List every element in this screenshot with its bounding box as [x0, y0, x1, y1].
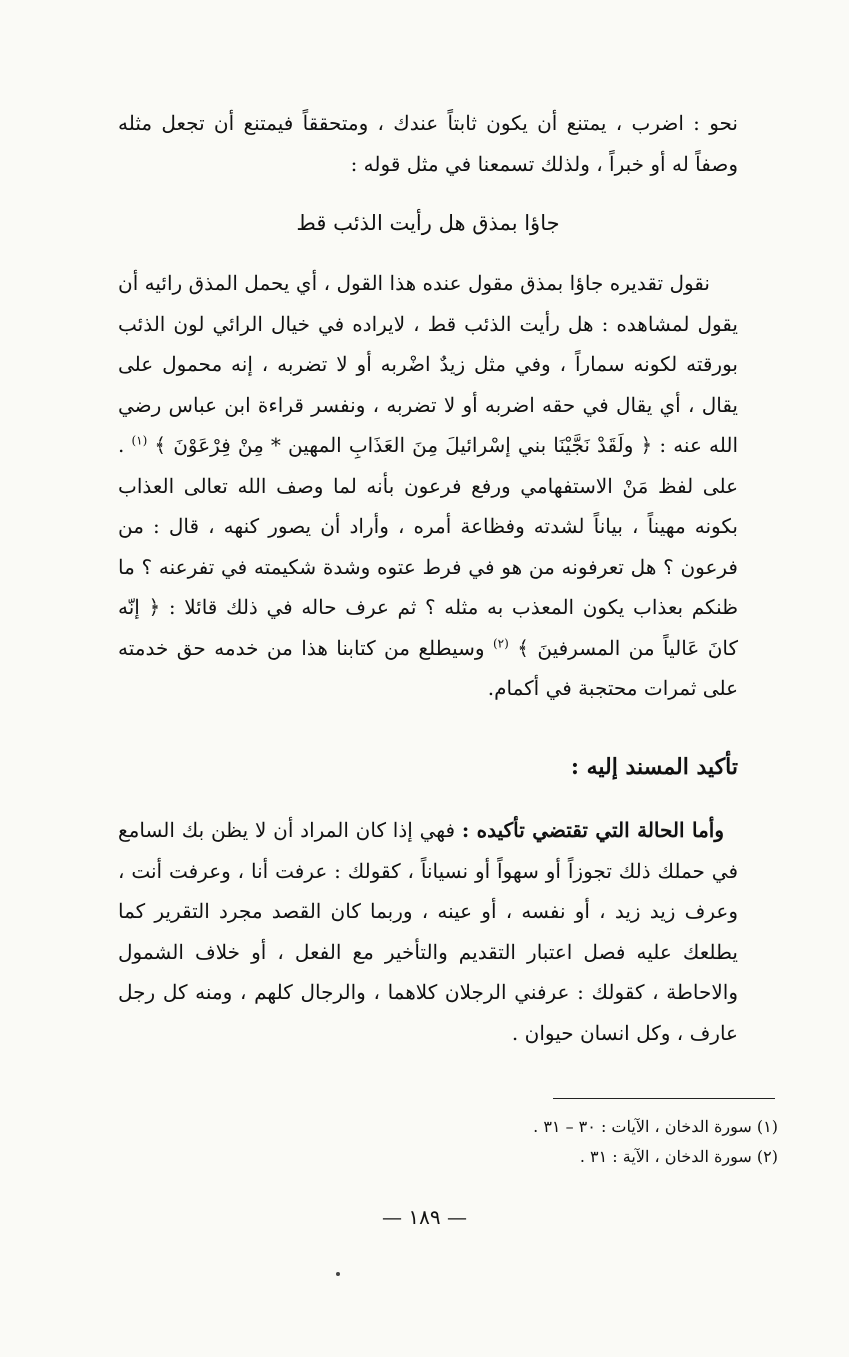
footnotes: [118, 1112, 778, 1172]
section-heading: تأكيد المسند إليه :: [570, 754, 738, 780]
paragraph-explanation: [118, 263, 738, 709]
footnote-ref-2: (٢): [492, 635, 509, 650]
poetry-verse: جاؤا بمذق هل رأيت الذئب قط: [296, 211, 560, 235]
paragraph-emphasis: [118, 810, 738, 1053]
paragraph-explanation-text-3: وسيطلع من كتابنا هذا من خدمه حق خدمته على ثمرات محتجبة في أكمام.: [118, 635, 738, 700]
footnote-2: (٢) سورة الدخان ، الآية : ٣١ .: [579, 1147, 778, 1166]
paragraph-emphasis-text: فهي إذا كان المراد أن لا يظن بك السامع في حملك ذلك تجوزاً أو سهواً أو نسياناً ، كقولك : عرفت أنا ، وعرفت أنت ، وعرف زيد زيد ، أو نفسه ، أو عينه ، وربما كان القصد مجرد التقرير كما يطلعك عليه فصل اعتبار التقديم والتأخير مع الفعل ، أو خلاف الشمول والاحاطة ، كقولك : عرفني الرجلان كلاهما ، والرجال كلهم ، ومنه كل رجل عارف ، وكل انسان حيوان .: [118, 818, 738, 1045]
footnote-ref-1: (١): [131, 433, 148, 448]
paragraph-explanation-text-1: نقول تقديره جاؤا بمذق مقول عنده هذا القول ، أي يحمل المذق رائيه أن يقول لمشاهده : هل رأيت الذئب قط ، لايراده في خيال الرائي لون الذئب بورقته لكونه سماراً ، وفي مثل زيدٌ اضْربه أو لا تضربه ، إنه محمول على يقال ، أي يقال في حقه اضربه أو لا تضربه ، ونفسر قراءة ابن عباس رضي الله عنه :: [118, 271, 738, 457]
paragraph-emphasis-lead: وأما الحالة التي تقتضي تأكيده :: [461, 818, 724, 842]
quran-quote-2: ﴿ إنّه كانَ عَالياً من المسرفينَ ﴾: [118, 595, 739, 660]
page-number: — ١٨٩ —: [382, 1205, 467, 1229]
footnote-divider: [553, 1098, 775, 1099]
paragraph-explanation-text-2: . على لفظ مَنْ الاستفهامي ورفع فرعون بأنه لما وصف الله تعالى العذاب بكونه مهيناً ، بياناً لشدته وفظاعة أمره ، وأراد أن يصور كنهه ، قال : من فرعون ؟ هل تعرفونه من هو في فرط عتوه وشدة شكيمته في تفرعنه ؟ ما ظنكم بعذاب يكون المعذب به مثله ؟ ثم عرف حاله في ذلك قائلا :: [118, 433, 739, 619]
paragraph-intro: [118, 103, 738, 184]
print-speck: [336, 1272, 340, 1276]
quran-quote-1: ﴿ ولَقَدْ نَجَّيْنَا بني إسْرائيلَ مِنَ العَذَابِ المهين * مِنْ فِرْعَوْنَ ﴾: [154, 433, 653, 457]
footnote-1: (١) سورة الدخان ، الآيات : ٣٠ – ٣١ .: [533, 1117, 778, 1136]
paragraph-intro-text: نحو : اضرب ، يمتنع أن يكون ثابتاً عندك ، ومتحققاً فيمتنع أن تجعل مثله وصفاً له أو خبراً ، ولذلك تسمعنا في مثل قوله :: [118, 111, 738, 176]
